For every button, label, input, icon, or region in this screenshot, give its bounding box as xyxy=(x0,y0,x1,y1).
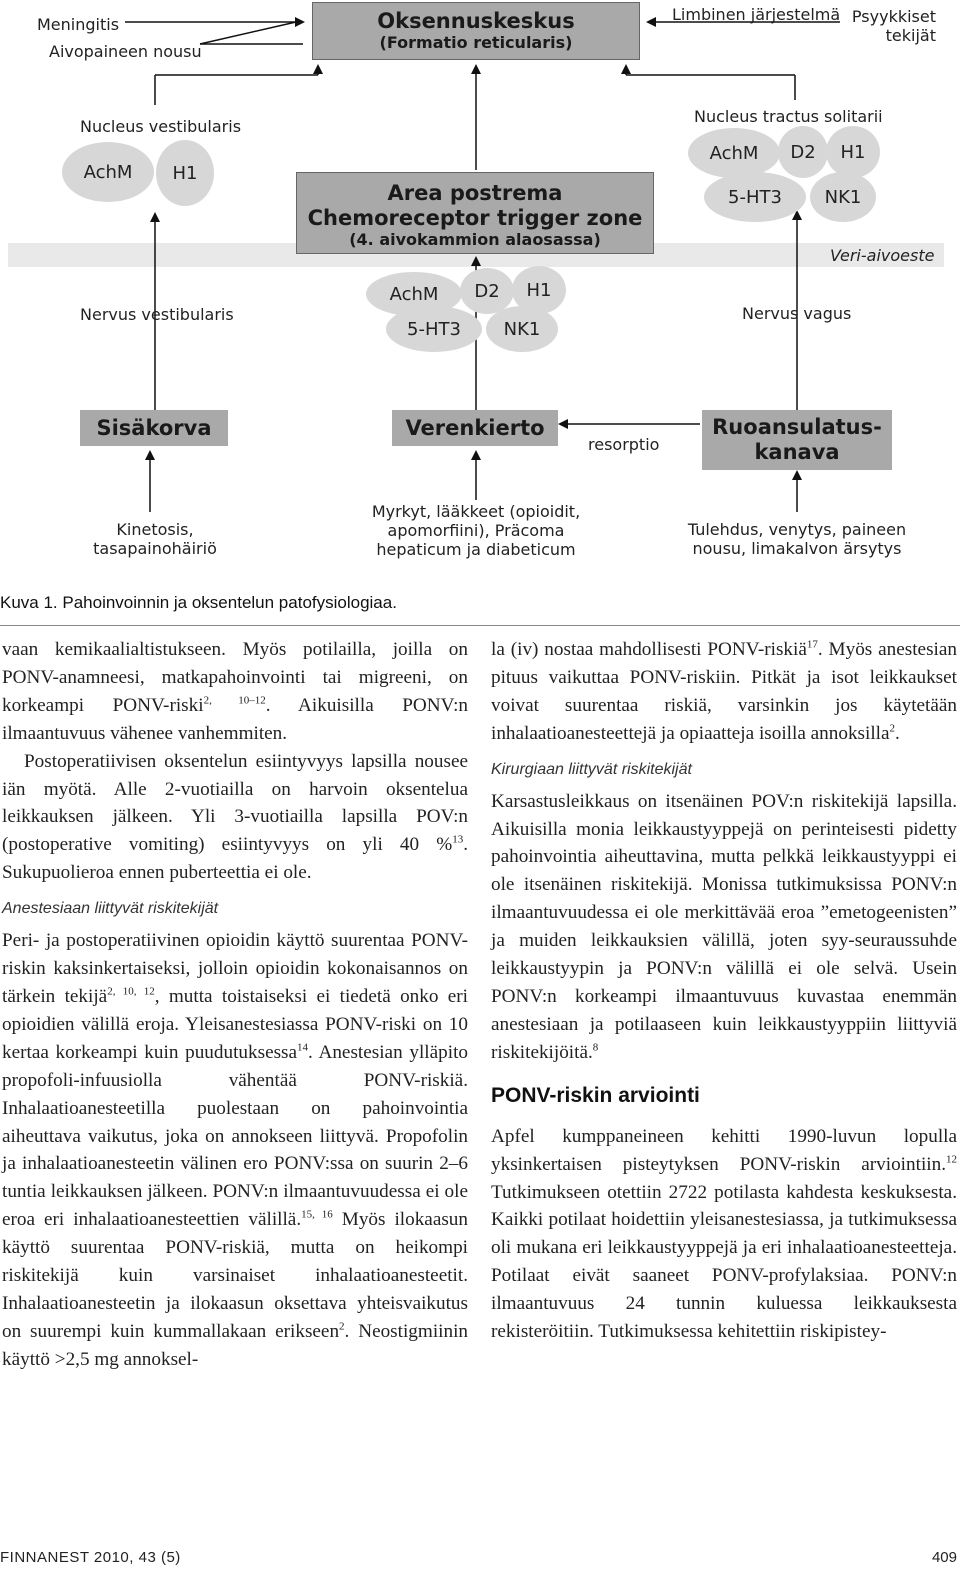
vomiting-center-box xyxy=(312,2,640,60)
receptor-nts-5ht3: 5-HT3 xyxy=(704,172,806,222)
receptor-nts-h1: H1 xyxy=(826,126,880,178)
label-psych-line1: Psyykkiset xyxy=(851,7,936,26)
text: . Aikuisilla PONV:n ilmaantuvuus vähenee vanhemmiten. xyxy=(2,694,468,744)
citation: 2, 10, 12 xyxy=(107,985,155,998)
label-kinetosis-line2: tasapainohäiriö xyxy=(93,539,217,558)
receptor-ap-5ht3: 5-HT3 xyxy=(386,306,482,352)
box-gi-line1: Ruoansulatus- xyxy=(712,415,882,439)
text: Apfel kumppaneineen kehitti 1990-luvun lopulla yksinkertaisen pisteytyksen PONV-riskin arviointiin. xyxy=(491,1125,957,1175)
receptor-vest-h1: H1 xyxy=(156,140,214,206)
citation: 2 xyxy=(339,1320,345,1333)
text: . xyxy=(895,722,900,744)
area-postrema-box xyxy=(296,172,654,254)
label-psych xyxy=(846,7,936,45)
label-psych-line2: tekijät xyxy=(885,26,936,45)
citation: 2, 10–12 xyxy=(203,694,266,707)
label-limbic: Limbinen järjestelmä xyxy=(672,5,841,24)
box-gi-tract xyxy=(702,410,892,470)
text: . Anestesian ylläpito propofoli-infuusiolla vähentää PONV-riskiä. Inhalaatioanesteetilla puolestaan on pahoinvointia aiheuttava vaikutus, joka on annokseen liittyvä. Propofolin ja inhalaatioanesteetin välinen ero PONV:ssa on suurin 2–6 tuntia leikkauksen jälkeen. PONV:n ilmaantuvuudessa ei ole eroa eri inhalaatioanesteettien välillä. xyxy=(2,1041,468,1231)
text: . Sukupuolieroa ennen puberteettia ei ole. xyxy=(2,834,468,884)
label-bbb: Veri-aivoeste xyxy=(830,246,935,265)
right-column xyxy=(491,636,957,1346)
label-nucleus-vestibularis: Nucleus vestibularis xyxy=(80,117,242,136)
receptor-vest-achm: AchM xyxy=(62,142,154,202)
box-circulation: Verenkierto xyxy=(392,410,558,446)
area-postrema-ctz: Chemoreceptor trigger zone xyxy=(307,206,643,230)
receptor-ap-h1: H1 xyxy=(512,266,566,314)
label-meningitis: Meningitis xyxy=(37,15,120,34)
footer-journal: FINNANEST 2010, 43 (5) xyxy=(0,1549,181,1566)
receptor-ap-achm: AchM xyxy=(366,272,462,316)
text: Postoperatiivisen oksentelun esiintyvyys lapsilla nousee iän myötä. Alle 2-vuotiailla on harvoin oksentelua leikkauksen jälkeen. Yli 3-vuotiailla lapsilla POV:n (postoperative vomiting) esiintyvyys on yli 40 % xyxy=(2,750,468,856)
text: Myös ilokaasun käyttö suurentaa PONV-riskiä, mutta on heikompi riskitekijä kuin varsinaiset inhalaatioanesteetit. Inhalaatioanesteetin ja ilokaasun oksettava yhteisvaikutus on suurempi kuin kummallakaan erikseen xyxy=(2,1209,468,1342)
citation: 14 xyxy=(297,1041,309,1054)
label-inflammation xyxy=(664,520,930,558)
box-gi-line2: kanava xyxy=(754,440,840,464)
citation: 12 xyxy=(946,1153,957,1166)
figure-caption: Kuva 1. Pahoinvoinnin ja oksentelun patofysiologiaa. xyxy=(0,593,397,612)
citation: 13 xyxy=(452,833,464,846)
label-toxins xyxy=(346,502,606,559)
area-postrema-title: Area postrema xyxy=(387,181,563,205)
label-toxins-line2: apomorfiini), Präcoma xyxy=(387,521,565,540)
label-intracranial-pressure: Aivopaineen nousu xyxy=(49,42,202,61)
text: vaan kemikaalialtistukseen. Myös potilailla, joilla on PONV-anamneesi, matkapahoinvointi tai migreeni, on korkeampi PONV-riski xyxy=(2,639,468,716)
citation: 15, 16 xyxy=(301,1208,333,1221)
receptor-ap-d2: D2 xyxy=(460,268,514,314)
text: Karsastusleikkaus on itsenäinen POV:n riskitekijä lapsilla. Aikuisilla monia leikkaustyyppejä on perinteisesti pidetty pahoinvointia aiheuttavina, mutta pelkkä leikkaustyyppi ei ole itsenäinen riskitekijä. Monissa tutkimuksissa PONV:n ilmaantuvuudessa ei ole merkittävää eroa ”emetogeenisten” ja muiden leikkauksien välillä, joten syy-seuraussuhde leikkaustyypin ja PONV:n välillä ei ole selvä. Usein PONV:n korkeampi ilmaantuvuus kuvastaa enemmän anestesiaan ja potilaaseen kuin leikkaustyyppiin liittyviä riskitekijöitä. xyxy=(491,790,957,1063)
label-toxins-line3: hepaticum ja diabeticum xyxy=(376,540,576,559)
heading-surgery-risk: Kirurgiaan liittyvät riskitekijät xyxy=(491,760,692,778)
citation: 17 xyxy=(806,638,818,651)
label-nervus-vagus: Nervus vagus xyxy=(742,304,852,323)
pathophysiology-diagram xyxy=(0,0,960,575)
citation: 2 xyxy=(889,722,896,735)
label-kinetosis xyxy=(60,520,250,558)
text: Peri- ja postoperatiivinen opioidin käyttö suurentaa PONV-riskin kaksinkertaiseksi, jolloin opioidin kokonaisannos on tärkein tekijä xyxy=(2,930,468,1007)
label-toxins-line1: Myrkyt, lääkkeet (opioidit, xyxy=(371,502,581,521)
left-column xyxy=(2,636,468,1374)
label-nervus-vestibularis: Nervus vestibularis xyxy=(80,305,234,324)
label-inflammation-line2: nousu, limakalvon ärsytys xyxy=(692,539,902,558)
text: . Neostigmiinin käyttö >2,5 mg annoksel- xyxy=(2,1320,469,1370)
right-paragraph-3 xyxy=(491,1123,957,1346)
area-postrema-location: (4. aivokammion alaosassa) xyxy=(349,230,601,249)
receptor-ap-nk1: NK1 xyxy=(486,306,558,352)
label-inflammation-line1: Tulehdus, venytys, paineen xyxy=(687,520,907,539)
caption-rule xyxy=(0,625,960,626)
footer-page-number: 409 xyxy=(931,1549,957,1566)
heading-anesthesia-risk: Anestesiaan liittyvät riskitekijät xyxy=(2,900,219,918)
vomiting-center-subtitle: (Formatio reticularis) xyxy=(379,33,573,52)
right-paragraph-2 xyxy=(491,788,957,1067)
text: la (iv) nostaa mahdollisesti PONV-riskiä xyxy=(491,639,807,660)
left-paragraph-2 xyxy=(2,748,468,888)
receptor-nts-achm: AchM xyxy=(688,128,780,178)
text: , mutta toistaiseksi ei tiedetä onko eri opioidien välillä eroja. Yleisanestesiassa PONV-riski on 10 kertaa korkeampi kuin puudutuksessa xyxy=(2,985,468,1063)
text: Tutkimukseen otettiin 2722 potilasta kahdesta keskuksesta. Kaikki potilaat hoidettiin yleisanestesiassa, ja tutkimuksessa oli mukana eri leikkaustyyppejä ja eri inhalaatioanesteetteja. Potilaat eivät saaneet PONV-profylaksiaa. PONV:n ilmaantuvuus 24 tunnin kuluessa leikkauksesta rekisteröitiin. Tutkimuksessa kehitettiin riskipistey- xyxy=(491,1181,957,1343)
heading-ponv-assessment: PONV-riskin arviointi xyxy=(491,1083,700,1107)
right-paragraph-1 xyxy=(491,636,957,748)
box-inner-ear: Sisäkorva xyxy=(80,410,228,446)
label-nts: Nucleus tractus solitarii xyxy=(694,107,883,126)
label-kinetosis-line1: Kinetosis, xyxy=(116,520,194,539)
text: . Myös anestesian pituus vaikuttaa PONV-riskiin. Pitkät ja isot leikkaukset voivat suurentaa riskiä, varsinkin jos käytetään inhalaatioanesteettejä ja opiaatteja isoilla annoksilla xyxy=(491,639,957,744)
receptor-nts-d2: D2 xyxy=(778,126,828,178)
left-paragraph-3 xyxy=(2,927,468,1374)
label-resorptio: resorptio xyxy=(588,435,660,454)
receptor-nts-nk1: NK1 xyxy=(810,172,876,222)
citation: 8 xyxy=(592,1041,599,1054)
left-paragraph-1 xyxy=(2,636,468,748)
vomiting-center-title: Oksennuskeskus xyxy=(377,9,575,33)
